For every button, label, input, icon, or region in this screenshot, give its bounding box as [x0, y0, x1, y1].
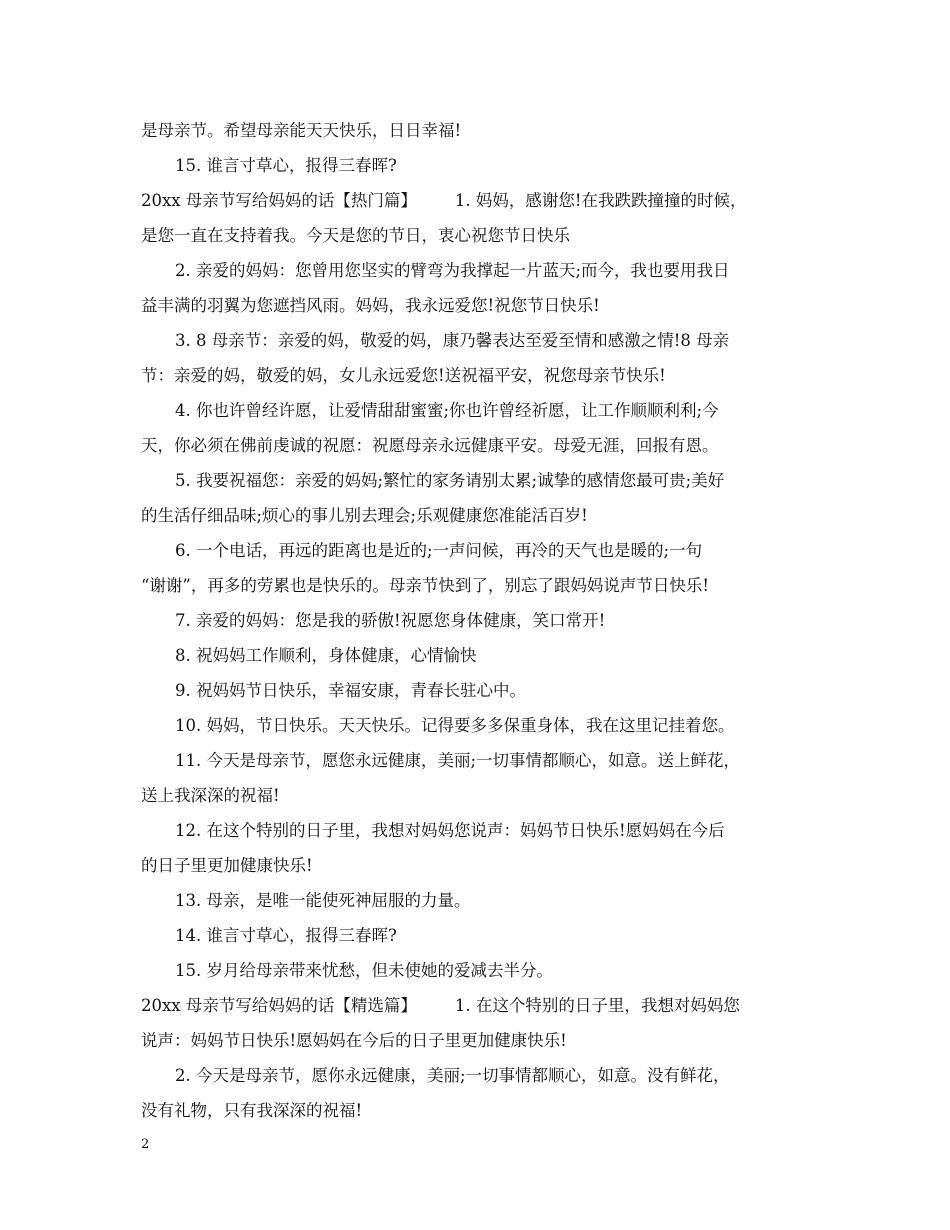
page-number: 2: [141, 1137, 150, 1152]
text-line: [141, 498, 821, 533]
line-text: 4. 你也许曾经许愿，让爱情甜甜蜜蜜;你也许曾经祈愿，让工作顺顺利利;今: [175, 401, 719, 420]
line-text: 5. 我要祝福您：亲爱的妈妈;繁忙的家务请别太累;诚挚的感情您最可贵;美好: [175, 471, 725, 490]
text-line: [141, 428, 821, 463]
text-line: [141, 253, 821, 288]
section-heading-line: [141, 183, 821, 218]
text-line: [141, 393, 821, 428]
line-text: 2. 今天是母亲节，愿你永远健康，美丽;一切事情都顺心，如意。没有鲜花，: [175, 1066, 730, 1085]
text-line: [141, 288, 821, 323]
line-text: 11. 今天是母亲节，愿您永远健康，美丽;一切事情都顺心，如意。送上鲜花，: [175, 751, 741, 770]
text-line: [141, 533, 821, 568]
text-line: [141, 953, 821, 988]
text-line: [141, 673, 821, 708]
line-text: 8. 祝妈妈工作顺利，身体健康，心情愉快: [175, 646, 477, 665]
line-text: 送上我深深的祝福!: [141, 786, 280, 805]
line-text: 12. 在这个特别的日子里，我想对妈妈您说声：妈妈节日快乐!愿妈妈在今后: [175, 821, 725, 840]
text-line: [141, 603, 821, 638]
text-line: [141, 708, 821, 743]
line-text: 20xx 母亲节写给妈妈的话【精选篇】: [141, 996, 417, 1015]
text-line: [141, 218, 821, 253]
text-line: [141, 848, 821, 883]
line-text: 3. 8 母亲节：亲爱的妈，敬爱的妈，康乃馨表达至爱至情和感激之情!8 母亲: [175, 331, 730, 350]
text-line: [141, 358, 821, 393]
line-text: 的生活仔细品味;烦心的事儿别去理会;乐观健康您准能活百岁!: [141, 506, 588, 525]
line-text: 天，你必须在佛前虔诚的祝愿：祝愿母亲永远健康平安。母爱无涯，回报有恩。: [141, 436, 719, 455]
text-line: [141, 638, 821, 673]
text-line: [141, 1023, 821, 1058]
line-text: 2. 亲爱的妈妈：您曾用您坚实的臂弯为我撑起一片蓝天;而今，我也要用我日: [175, 261, 730, 280]
line-text: 20xx 母亲节写给妈妈的话【热门篇】: [141, 191, 417, 210]
line-text: 7. 亲爱的妈妈：您是我的骄傲!祝愿您身体健康，笑口常开!: [175, 611, 606, 630]
text-line: [141, 1058, 821, 1093]
text-line: [141, 323, 821, 358]
text-line: [141, 813, 821, 848]
line-text: 节：亲爱的妈，敬爱的妈，女儿永远爱您!送祝福平安，祝您母亲节快乐!: [141, 366, 666, 385]
line-text: 15. 岁月给母亲带来忧愁，但未使她的爱减去半分。: [175, 961, 553, 980]
line-text: 的日子里更加健康快乐!: [141, 856, 313, 875]
line-suffix-text: 1. 在这个特别的日子里，我想对妈妈您: [454, 996, 740, 1015]
line-text: 益丰满的羽翼为您遮挡风雨。妈妈，我永远爱您!祝您节日快乐!: [141, 296, 600, 315]
line-text: 说声：妈妈节日快乐!愿妈妈在今后的日子里更加健康快乐!: [141, 1031, 567, 1050]
line-text: 14. 谁言寸草心，报得三春晖?: [175, 926, 397, 945]
text-line: [141, 883, 821, 918]
text-line: [141, 1093, 821, 1128]
line-text: 9. 祝妈妈节日快乐，幸福安康，青春长驻心中。: [175, 681, 526, 700]
text-line: [141, 148, 821, 183]
text-line: [141, 743, 821, 778]
text-line: [141, 463, 821, 498]
line-text: 是您一直在支持着我。今天是您的节日，衷心祝您节日快乐: [141, 226, 570, 245]
line-text: 15. 谁言寸草心，报得三春晖?: [175, 156, 397, 175]
line-text: 没有礼物，只有我深深的祝福!: [141, 1101, 363, 1120]
line-text: “谢谢”，再多的劳累也是快乐的。母亲节快到了，别忘了跟妈妈说声节日快乐!: [141, 576, 710, 595]
text-line: [141, 918, 821, 953]
text-line: [141, 113, 821, 148]
document-body: [141, 113, 821, 1128]
text-line: [141, 778, 821, 813]
line-text: 是母亲节。希望母亲能天天快乐，日日幸福!: [141, 121, 462, 140]
line-text: 6. 一个电话，再远的距离也是近的;一声问候，再冷的天气也是暖的;一句: [175, 541, 703, 560]
line-text: 13. 母亲，是唯一能使死神屈服的力量。: [175, 891, 471, 910]
line-suffix-text: 1. 妈妈，感谢您!在我跌跌撞撞的时候，: [454, 191, 747, 210]
section-heading-line: [141, 988, 821, 1023]
text-line: [141, 568, 821, 603]
line-text: 10. 妈妈，节日快乐。天天快乐。记得要多多保重身体，我在这里记挂着您。: [175, 716, 735, 735]
